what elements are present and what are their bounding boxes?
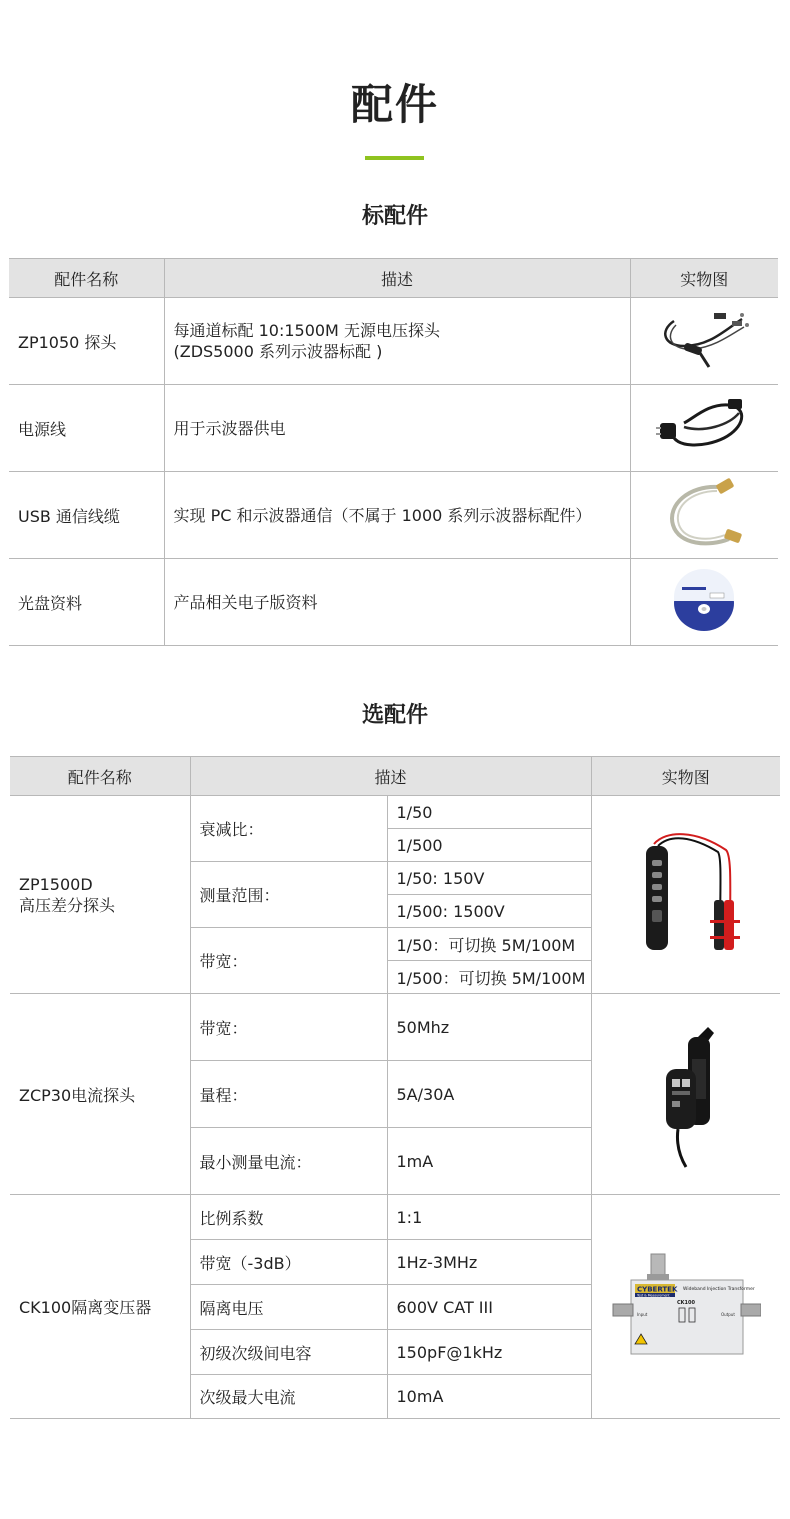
- table-row: [9, 385, 778, 472]
- table-row: [10, 994, 780, 1061]
- accessory-name: [10, 796, 190, 994]
- brand-text: CYBERTEK: [636, 1285, 678, 1293]
- title-accent-bar: [365, 156, 424, 160]
- name-line: ZP1500D: [19, 874, 93, 894]
- table-row: [10, 1195, 780, 1240]
- header-description: 描述: [190, 757, 591, 796]
- description-line: 每通道标配 10:1500M 无源电压探头: [173, 321, 440, 340]
- accessory-photo: [591, 796, 780, 994]
- model-text: CK100: [676, 1299, 695, 1306]
- current-probe-icon: [646, 1019, 726, 1169]
- param-value: 50Mhz: [387, 994, 591, 1061]
- table-row: [9, 298, 778, 385]
- accessory-photo: [630, 298, 778, 385]
- param-label: 比例系数: [190, 1195, 387, 1240]
- param-value: 5A/30A: [387, 1061, 591, 1128]
- param-value: 150pF@1kHz: [387, 1330, 591, 1375]
- power-cord-icon: [654, 393, 754, 463]
- description-line: 产品相关电子版资料: [173, 592, 318, 612]
- param-label: 初级次级间电容: [190, 1330, 387, 1375]
- accessory-description: [164, 298, 630, 385]
- table-header-row: [9, 259, 778, 298]
- accessory-photo: [630, 559, 778, 646]
- accessory-description: [164, 385, 630, 472]
- accessory-name: CK100隔离变压器: [10, 1195, 190, 1419]
- param-label: 带宽（-3dB）: [190, 1240, 387, 1285]
- input-label-text: Input: [636, 1311, 648, 1317]
- param-label: 衰减比：: [190, 796, 387, 862]
- description-line: 实现 PC 和示波器通信（不属于 1000 系列示波器标配件）: [173, 505, 592, 525]
- standard-section-title: 标配件: [361, 204, 428, 229]
- accessory-name: 光盘资料: [9, 559, 164, 646]
- param-value: 1/50：可切换 5M/100M: [387, 928, 591, 961]
- header-name: 配件名称: [10, 757, 190, 796]
- table-row: [9, 559, 778, 646]
- param-value: 1/500: 1500V: [387, 895, 591, 928]
- accessory-photo: [591, 994, 780, 1195]
- param-label: 带宽：: [190, 928, 387, 994]
- standard-accessories-table: [9, 258, 778, 646]
- accessory-name: 电源线: [9, 385, 164, 472]
- description-line: (ZDS5000 系列示波器标配 ): [173, 342, 383, 361]
- param-value: 1/50: [387, 796, 591, 829]
- param-label: 最小测量电流：: [190, 1128, 387, 1195]
- param-value: 600V CAT III: [387, 1285, 591, 1330]
- isolation-transformer-icon: [611, 1252, 761, 1362]
- param-value: 10mA: [387, 1375, 591, 1419]
- accessory-name: ZCP30电流探头: [10, 994, 190, 1195]
- header-image: 实物图: [630, 259, 778, 298]
- differential-probe-icon: [626, 830, 746, 960]
- product-title-text: Wideband Injection Transformer: [682, 1286, 755, 1292]
- name-line: 高压差分探头: [19, 895, 116, 915]
- description-line: 用于示波器供电: [173, 418, 286, 438]
- accessory-photo: [630, 385, 778, 472]
- accessory-photo: [591, 1195, 780, 1419]
- accessory-description: [164, 472, 630, 559]
- param-label: 量程：: [190, 1061, 387, 1128]
- header-image: 实物图: [591, 757, 780, 796]
- table-header-row: [10, 757, 780, 796]
- param-label: 带宽：: [190, 994, 387, 1061]
- cd-disc-icon: [664, 567, 744, 637]
- param-label: 次级最大电流: [190, 1375, 387, 1419]
- optional-accessories-table: [10, 756, 780, 1419]
- param-value: 1/500：可切换 5M/100M: [387, 961, 591, 994]
- param-value: 1/500: [387, 829, 591, 862]
- usb-cable-icon: [659, 475, 749, 555]
- accessory-photo: [630, 472, 778, 559]
- param-value: 1/50: 150V: [387, 862, 591, 895]
- accessory-name: USB 通信线缆: [9, 472, 164, 559]
- passive-probe-icon: [654, 301, 754, 381]
- param-value: 1Hz-3MHz: [387, 1240, 591, 1285]
- accessory-description: [164, 559, 630, 646]
- header-description: 描述: [164, 259, 630, 298]
- brand-subtitle-text: Test & Measurement: [636, 1293, 670, 1297]
- param-label: 测量范围：: [190, 862, 387, 928]
- accessory-name: ZP1050 探头: [9, 298, 164, 385]
- header-name: 配件名称: [9, 259, 164, 298]
- output-label-text: Output: [720, 1311, 735, 1317]
- page-title: 配件: [350, 80, 439, 129]
- param-value: 1:1: [387, 1195, 591, 1240]
- param-value: 1mA: [387, 1128, 591, 1195]
- table-row: [9, 472, 778, 559]
- param-label: 隔离电压: [190, 1285, 387, 1330]
- optional-section-title: 选配件: [361, 703, 428, 728]
- table-row: [10, 796, 780, 829]
